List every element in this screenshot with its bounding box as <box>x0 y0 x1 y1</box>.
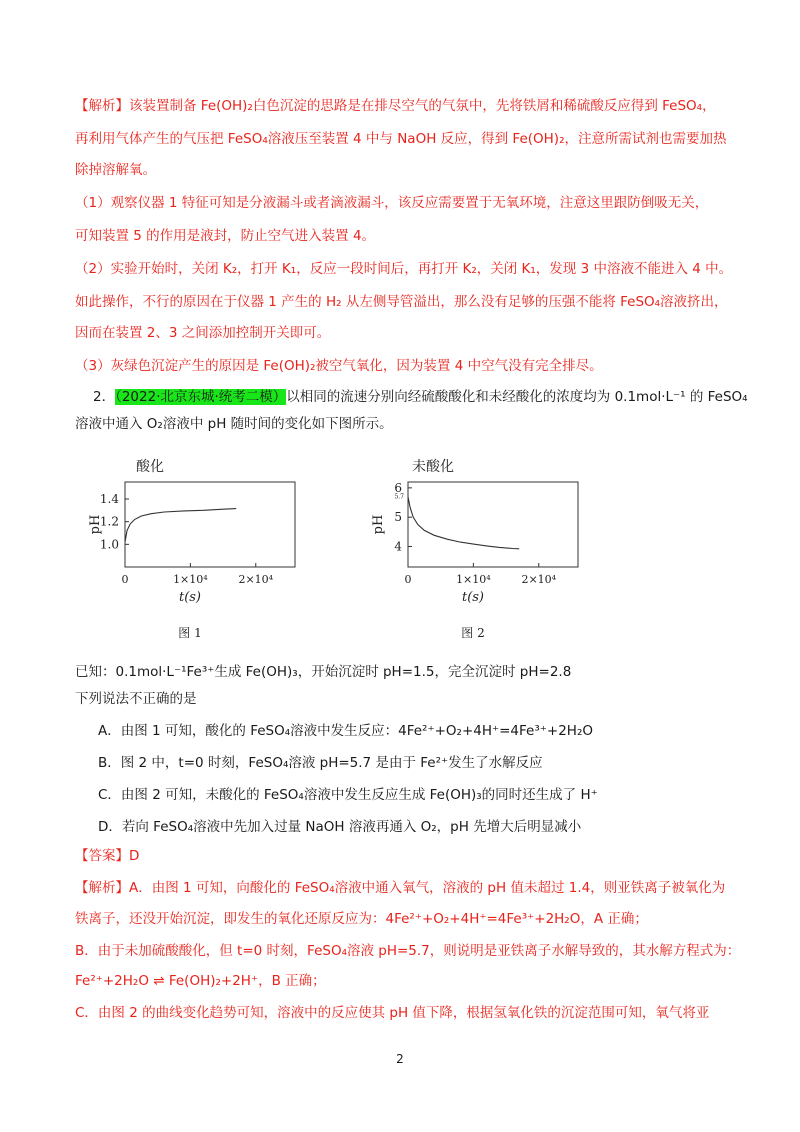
page-number: 2 <box>396 1052 404 1066</box>
analysis1-item1-line2: 可知装置 5 的作用是液封，防止空气进入装置 4。 <box>75 228 376 244</box>
option-c: C．由图 2 可知，未酸化的 FeSO₄溶液中发生反应生成 Fe(OH)₃的同时还生成了 H⁺ <box>98 787 598 803</box>
figure-caption: 图 2 <box>461 626 485 640</box>
analysis1-item2-line2: 如此操作，不行的原因在于仪器 1 产生的 H₂ 从左侧导管溢出，那么没有足够的压强不能将 FeSO₄溶液挤出， <box>75 294 728 310</box>
x-tick-label: 2×10⁴ <box>238 573 274 586</box>
x-axis-label: t(s) <box>178 590 202 605</box>
analysis1-line1: 【解析】该装置制备 Fe(OH)₂白色沉淀的思路是在排尽空气的气氛中，先将铁屑和稀硫酸反应得到 FeSO₄， <box>75 98 716 114</box>
x-tick-label: 0 <box>404 573 412 586</box>
chart-figure-1 <box>75 455 305 649</box>
analysis2-b-line2: Fe²⁺+2H₂O ⇌ Fe(OH)₂+2H⁺，B 正确； <box>75 973 326 989</box>
y-axis-label: pH <box>88 514 103 535</box>
x-axis-label: t(s) <box>461 590 485 605</box>
question2-stem-line1: 2．（2022·北京东城·统考二模）以相同的流速分别向经硫酸酸化和未经酸化的浓度均为 0.1mol·L⁻¹ 的 FeSO₄ <box>93 389 748 405</box>
chart-2-svg <box>358 455 588 645</box>
chart-title: 酸化 <box>136 459 164 475</box>
question2-stem-line2: 溶液中通入 O₂溶液中 pH 随时间的变化如下图所示。 <box>75 416 393 432</box>
analysis2-label: 【解析】 <box>75 880 129 896</box>
x-tick-label: 1×10⁴ <box>456 573 491 586</box>
y-axis-label: pH <box>371 514 386 535</box>
option-d: D．若向 FeSO₄溶液中先加入过量 NaOH 溶液再通入 O₂，pH 先增大后明显减小 <box>98 819 582 835</box>
y-tick-label: 1.0 <box>99 537 119 552</box>
y-tick-label: 1.4 <box>99 492 119 506</box>
analysis-label: 【解析】 <box>75 98 129 114</box>
question-number: 2． <box>93 389 116 405</box>
y-tick-label: 1.2 <box>99 514 119 529</box>
analysis2-a-line1: 【解析】A．由图 1 可知，向酸化的 FeSO₄溶液中通入氧气，溶液的 pH 值未超过 1.4，则亚铁离子被氧化为 <box>75 880 726 896</box>
analysis1-line2: 再利用气体产生的气压把 FeSO₄溶液压至装置 4 中与 NaOH 反应，得到 Fe(OH)₂，注意所需试剂也需要加热 <box>75 131 727 147</box>
plot-frame <box>125 482 295 567</box>
series-line <box>125 509 236 542</box>
question-source-tag: （2022·北京东城·统考二模） <box>115 389 287 405</box>
analysis1-item2-line3: 因而在装置 2、3 之间添加控制开关即可。 <box>75 325 331 341</box>
analysis1-item1-line1: （1）观察仪器 1 特征可知是分液漏斗或者滴液漏斗，该反应需要置于无氧环境，注意这里跟防倒吸无关， <box>75 195 709 211</box>
analysis2-b-line1: B．由于未加硫酸酸化，但 t=0 时刻，FeSO₄溶液 pH=5.7，则说明是亚铁离子水解导致的，其水解方程式为： <box>75 943 741 959</box>
x-tick-label: 0 <box>121 573 129 586</box>
y-tick-label: 6 <box>394 480 402 495</box>
analysis2-a-line2: 铁离子，还没开始沉淀，即发生的氧化还原反应为：4Fe²⁺+O₂+4H⁺=4Fe³⁺+2H₂O，A 正确； <box>75 911 648 927</box>
analysis1-item3-line1: （3）灰绿色沉淀产生的原因是 Fe(OH)₂被空气氧化，因为装置 4 中空气没有完全排尽。 <box>75 358 603 374</box>
chart-1-svg <box>75 455 305 645</box>
chart-figure-2 <box>358 455 588 649</box>
analysis1-item2-line1: （2）实验开始时，关闭 K₂，打开 K₁，反应一段时间后，再打开 K₂，关闭 K₁，发现 3 中溶液不能进入 4 中。 <box>75 261 733 277</box>
answer-value: D <box>129 848 140 864</box>
series-line <box>408 497 519 549</box>
analysis2-c-line1: C．由图 2 的曲线变化趋势可知，溶液中的反应使其 pH 值下降，根据氢氧化铁的沉淀范围可知，氧气将亚 <box>75 1005 710 1021</box>
answer-line <box>75 846 139 866</box>
chart-title: 未酸化 <box>412 459 454 475</box>
question2-prompt: 下列说法不正确的是 <box>75 691 197 707</box>
option-a: A．由图 1 可知，酸化的 FeSO₄溶液中发生反应：4Fe²⁺+O₂+4H⁺=4Fe³⁺+2H₂O <box>98 723 593 739</box>
known-line: 已知：0.1mol·L⁻¹Fe³⁺生成 Fe(OH)₃，开始沉淀时 pH=1.5，完全沉淀时 pH=2.8 <box>75 664 572 680</box>
y-tick-label: 4 <box>394 539 402 554</box>
answer-label: 【答案】 <box>75 848 129 864</box>
start-value-annotation: 5.7 <box>394 493 404 501</box>
figure-caption: 图 1 <box>178 626 202 640</box>
x-tick-label: 1×10⁴ <box>173 573 208 586</box>
analysis1-line3: 除掉溶解氧。 <box>75 162 156 178</box>
option-b: B．图 2 中，t=0 时刻，FeSO₄溶液 pH=5.7 是由于 Fe²⁺发生了水解反应 <box>98 755 543 771</box>
x-tick-label: 2×10⁴ <box>521 573 557 586</box>
y-tick-label: 5 <box>394 510 402 525</box>
plot-frame <box>408 482 578 567</box>
